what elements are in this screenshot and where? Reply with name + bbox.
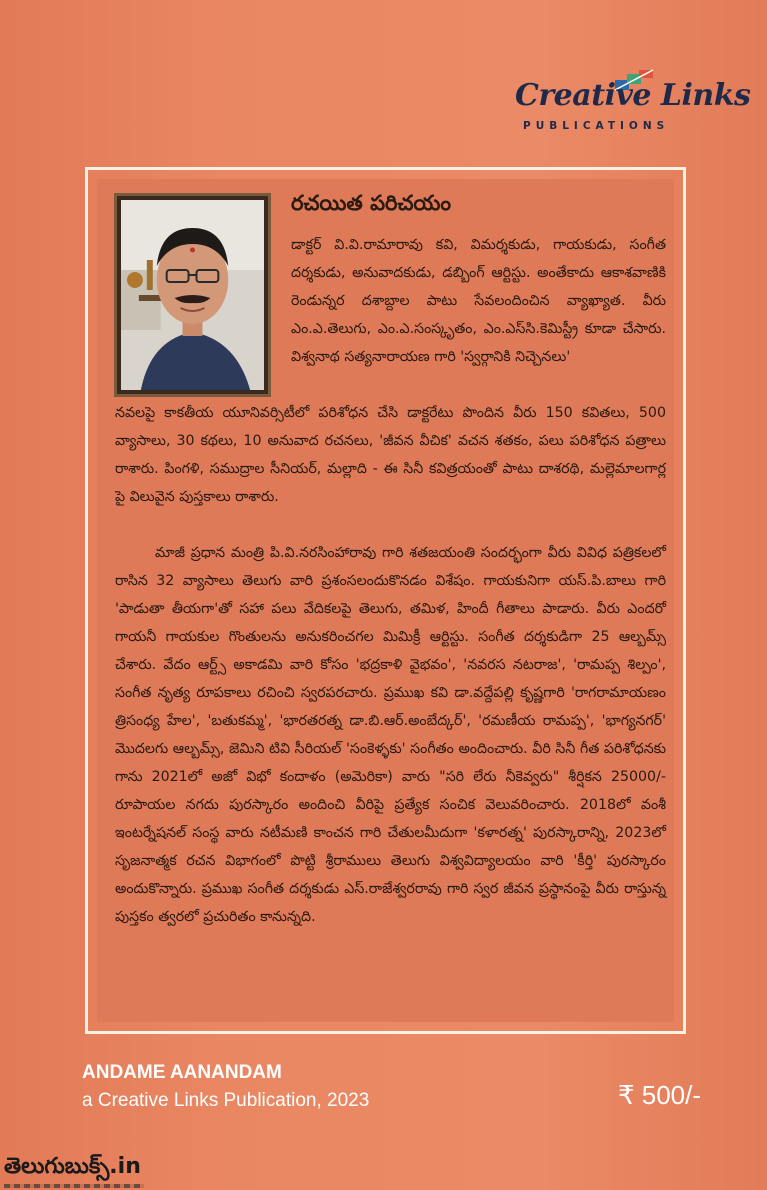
publisher-logo <box>515 68 751 138</box>
author-photo <box>114 193 271 397</box>
book-title: ANDAME AANANDAM <box>82 1062 282 1083</box>
watermark-text: తెలుగుబుక్స్.in <box>4 1154 141 1179</box>
section-heading: రచయిత పరిచయం <box>291 191 452 215</box>
bio-text: డాక్టర్ వి.వి.రామారావు కవి, విమర్శకుడు, గాయకుడు, సంగీత దర్శకుడు, అనువాదకుడు, డబ్బింగ్ ఆర్టిస్టు. అంతేకాదు ఆకాశవాణికి రెండున్నర దశాబ్దాల పాటు సేవలందించిన వ్యాఖ్యాత. వీరు ఎం.ఎ.తెలుగు, ఎం.ఎ.సంస్కృతం, ఎం.ఎస్‌సి.కెమిస్ట్రీ కూడా చేసారు. విశ్వనాథ సత్యనారాయణ గారి 'స్వర్గానికి నిచ్చెనలు' <box>291 237 666 365</box>
bio-frame <box>85 167 686 1034</box>
site-watermark <box>0 1154 160 1190</box>
book-imprint: a Creative Links Publication, 2023 <box>82 1090 370 1111</box>
logo-subtext: PUBLICATIONS <box>523 120 670 132</box>
book-price: ₹ 500/- <box>618 1080 702 1110</box>
bio-panel <box>97 179 674 1022</box>
author-portrait-icon <box>121 200 264 390</box>
bio-paragraph-1-cont <box>115 399 666 511</box>
logo-text: Creative Links <box>515 78 751 113</box>
watermark-underline <box>4 1184 144 1188</box>
bio-paragraph-2 <box>115 539 666 931</box>
bio-paragraph-1-wrap <box>291 231 666 371</box>
bio-text: మాజీ ప్రధాన మంత్రి పి.వి.నరసింహారావు గారి శతజయంతి సందర్భంగా వీరు వివిధ పత్రికలలో రాసిన 32 వ్యాసాలు తెలుగు వారి ప్రశంసలందుకొనడం విశేషం. గాయకునిగా యస్.పి.బాలు గారి 'పాడుతా తీయగా'తో సహా పలు వేదికలపై తెలుగు, తమిళ, హిందీ గీతాలు పాడారు. వీరు ఎందరో గాయనీ గాయకుల గొంతులను అనుకరించగల మిమిక్రీ ఆర్టిస్టు. సంగీత దర్శకుడిగా 25 ఆల్బమ్స్ చేశారు. వేదం ఆర్ట్స్ అకాడమి వారి కోసం 'భద్రకాళి వైభవం', 'నవరస నటరాజ', 'రామప్ప శిల్పం', సంగీత నృత్య రూపకాలు రచించి స్వరపరచారు. ప్రముఖ కవి డా.వద్దేపల్లి కృష్ణగారి 'రాగరామాయణం త్రిసంధ్య హేల', 'బతుకమ్మ', 'భారతరత్న డా.బి.ఆర్.అంబేద్కర్', 'రమణీయ రామప్ప', 'భాగ్యనగర్' మొదలగు ఆల్బమ్స్, జెమిని టివి సీరియల్ 'సంకెళ్ళకు' సంగీతం అందించారు. వీరి సినీ గీత పరిశోధనకు గాను 2021లో అజో విభో కందాళం (అమెరికా) వారు "సరి లేరు నీకెవ్వరు" శీర్షికన 25000/-రూపాయల నగదు పురస్కారం అందించి వీరిపై ప్రత్యేక సంచిక వెలువరించారు. 2018లో వంశీ ఇంటర్నేషనల్ సంస్థ వారు నటీమణి కాంచన గారి చేతులమీదుగా 'కళారత్న' పురస్కారాన్ని, 2023లో సృజనాత్మక రచన విభాగంలో పొట్టి శ్రీరాములు తెలుగు విశ్వవిద్యాలయం వారి 'కీర్తి' పురస్కారం అందుకొన్నారు. ప్రముఖ సంగీత దర్శకుడు ఎస్.రాజేశ్వరరావు గారి స్వర జీవన ప్రస్థానంపై వీరు రాస్తున్న పుస్తకం త్వరలో ప్రచురితం కానున్నది. <box>115 545 666 925</box>
bio-text: నవలపై కాకతీయ యూనివర్సిటీలో పరిశోధన చేసి డాక్టరేటు పొందిన వీరు 150 కవితలు, 500 వ్యాసాలు, 30 కథలు, 10 అనువాద రచనలు, 'జీవన వీచిక' వచన శతకం, పలు పరిశోధన పత్రాలు రాశారు. పింగళి, సముద్రాల సీనియర్, మల్లాది - ఈ సినీ కవిత్రయంతో పాటు దాశరథి, మల్లెమాలగార్ల పై విలువైన పుస్తకాలు రాశారు. <box>115 405 666 505</box>
